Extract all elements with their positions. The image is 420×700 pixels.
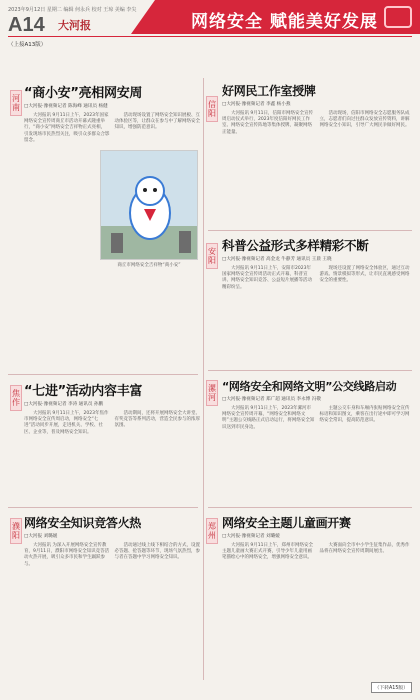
article-body: 活动通过线上线下相结合的方式，设置必答题、抢答题等环节，现场气氛热烈，参与者在答题中学习网络安全知识。 — [114, 543, 200, 561]
divider-jiaozuo-puyang — [8, 507, 198, 508]
region-label-zhengzhou: 郑州 — [206, 518, 218, 544]
article-title: 网络安全知识竞答火热 — [24, 516, 142, 530]
article-title: 科普公益形式多样精彩不断 — [222, 238, 369, 253]
article-title: “商小安”亮相网安周 — [24, 86, 143, 101]
column-divider — [203, 78, 204, 680]
masthead — [0, 0, 420, 50]
article-body: 活动现场设置了网络安全知识展板、互动体验区等，让群众在参与中了解网络安全知识，增强防范意识。 — [114, 113, 200, 131]
article-title: “网络安全和网络文明”公交线路启动 — [222, 380, 397, 393]
article-title: 好网民工作室授牌 — [222, 84, 316, 98]
region-label-anyang: 安阳 — [206, 243, 218, 269]
continued-from: （上接A13版） — [8, 42, 47, 48]
divider-anyang-luohe — [208, 370, 412, 371]
article-xinyang — [222, 82, 412, 136]
article-body: 主题公交车身和车厢内张贴网络安全宣传标语和知识图文，乘客在出行途中即可学习网络安全常识，提高防范意识。 — [319, 406, 410, 424]
continued-to: （下转A15版） — [371, 682, 412, 693]
issue-meta: 2023年9月12日 星期二 编辑 何永兵 校对 王琼 美编 李尖 — [8, 7, 137, 13]
region-label-jiaozuo: 焦作 — [10, 385, 22, 411]
article-title: 网络安全主题儿童画开赛 — [222, 516, 351, 530]
region-label-henan: 河南 — [10, 90, 22, 116]
paper-logo: 大河报 — [58, 19, 91, 32]
article-body: 活动期间，还将开展网络安全大讲堂、有奖竞答等系列活动，营造全民参与的浓厚氛围。 — [114, 411, 200, 429]
photo-caption: 商丘市网络安全吉祥物“商小安” — [117, 263, 181, 268]
region-label-xinyang: 信阳 — [206, 96, 218, 122]
article-shangqiu — [24, 82, 200, 144]
article-title: “七进”活动内容丰富 — [24, 384, 143, 399]
article-anyang — [222, 236, 412, 291]
mascot-photo — [100, 150, 198, 260]
article-byline: □大河报·豫视频记者 郑广超 通讯员 李永博 冯敬 — [222, 397, 321, 402]
article-body: 大河报讯 9月11日上午，2023年焦作市网络安全宣传周启动，网络安全“七进”活动同步开展，走进机关、学校、社区、企业等，普及网络安全知识。 — [24, 411, 109, 435]
article-luohe — [222, 378, 412, 431]
shield-icon — [384, 6, 412, 28]
divider-luohe-zhengzhou — [208, 507, 412, 508]
divider-henan-jiaozuo — [8, 374, 198, 375]
article-zhengzhou — [222, 514, 412, 562]
article-body: 大赛面向全市中小学生征集作品，优秀作品将在网络安全宣传周期间展出。 — [319, 543, 410, 555]
article-jiaozuo — [24, 380, 200, 436]
region-label-luohe: 漯河 — [206, 380, 218, 406]
article-byline: □大河报·豫视频记者 陈海峰 通讯员 杨健 — [24, 104, 108, 109]
article-body: 现场还设置了网络安全体验区，通过互动游戏、情景模拟等形式，让市民直观感受网络安全的重要性。 — [319, 266, 410, 284]
article-byline: □大河报·豫视频记者 李涛 通讯员 孙鹏 — [24, 402, 104, 407]
region-label-puyang: 濮阳 — [10, 518, 22, 544]
article-body: 大河报讯 9月11日，信阳市网络安全宣传周启动仪式举行，2023年度信阳好网民工作室、网络安全宣传阵地等集体授牌，凝聚网络正能量。 — [222, 111, 314, 135]
article-puyang — [24, 514, 200, 568]
article-body: 大河报讯 9月11日上午，安阳市2023年国家网络安全宣传周活动正式开幕，科普宣讲、网络安全知识竞答、公益短片展播等活动精彩纷呈。 — [222, 266, 312, 290]
article-byline: □大河报·豫视频记者 李鑫 杨小燕 — [222, 102, 291, 107]
article-body: 大河报讯 9月11日上午，2023年国家网络安全宣传周商丘市活动开幕式隆重举行，“商小安”网络安全吉祥物正式亮相，引发现场市民热烈关注，吸引众多群众合影留念。 — [24, 113, 110, 143]
page-number: A14 — [8, 14, 45, 36]
section-banner — [155, 0, 420, 34]
article-byline: □大河报·豫视频记者 刘璐媛 — [222, 534, 280, 539]
article-body: 大河报讯 9月11日上午，郑州市网络安全主题儿童画大赛正式开赛，引导少年儿童用画笔描绘心中的网络安全，增强网络安全意识。 — [222, 543, 314, 561]
article-body: 大河报讯 9月11日上午，2023年漯河市网络安全宣传周开幕，“网络安全和网络文明”主题公交线路正式启动运行，将网络安全知识送到市民身边。 — [222, 406, 315, 430]
article-byline: □大河报 刘璐媛 — [24, 534, 58, 539]
header-rule — [8, 36, 412, 37]
banner-title: 网络安全 赋能美好发展 — [191, 12, 378, 32]
divider-xinyang-anyang — [208, 230, 412, 231]
mascot-illustration — [101, 151, 198, 260]
article-body: 活动现场，信阳市网络安全志愿服务队成立，志愿者们向过往群众发放宣传资料，讲解网络安全小知识，引导广大网民争做好网民。 — [319, 111, 410, 129]
article-byline: □大河报·豫视频记者 高金龙 牛静芳 通讯员 王晨 王晓 — [222, 257, 332, 262]
article-body: 大河报讯 为深入开展网络安全宣传教育，9月11日，濮阳市网络安全知识竞答活动火热开展，吸引众多市民和学生踊跃参与。 — [24, 543, 110, 567]
